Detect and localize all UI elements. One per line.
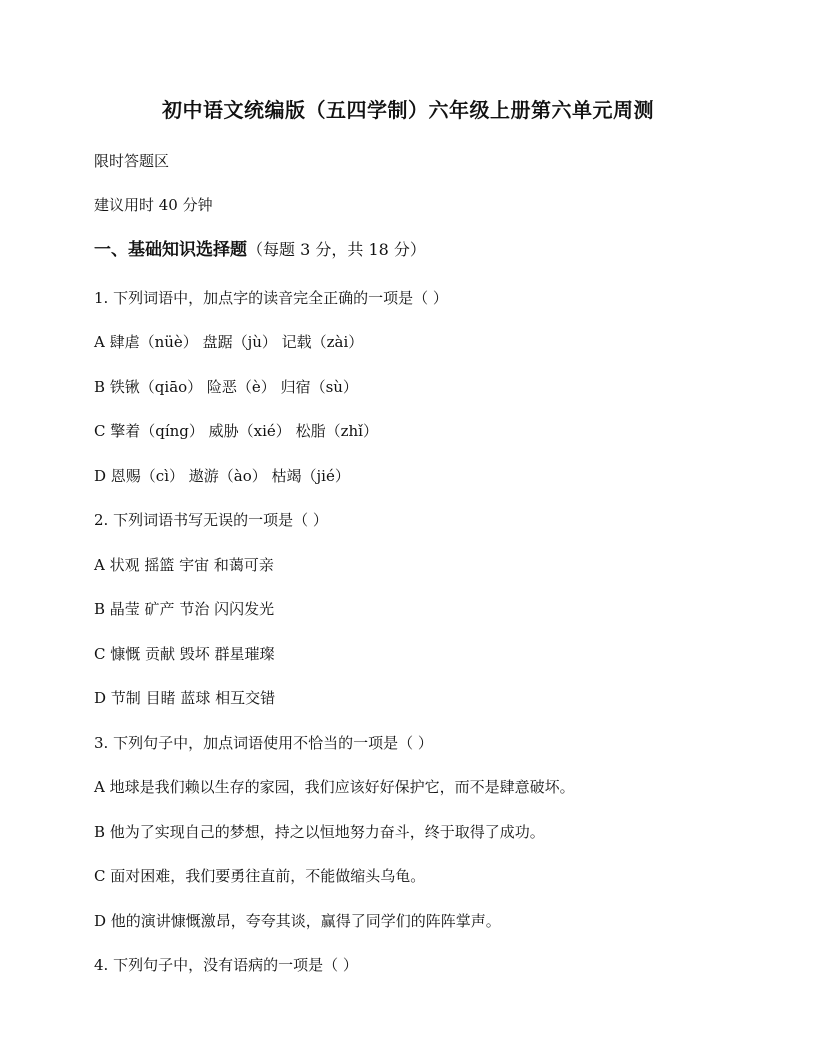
question-1-option-a: A 肆虐（nüè） 盘踞（jù） 记载（zài） <box>94 333 364 351</box>
question-1-option-d: D 恩赐（cì） 遨游（ào） 枯竭（jié） <box>94 467 350 485</box>
question-3-option-b: B 他为了实现自己的梦想，持之以恒地努力奋斗，终于取得了成功。 <box>94 823 545 841</box>
question-2-option-c: C 慷慨 贡献 毁坏 群星璀璨 <box>94 645 275 663</box>
question-3-stem: 3. 下列句子中，加点词语使用不恰当的一项是（ ） <box>94 734 433 752</box>
section-heading-title: 一、基础知识选择题 <box>94 240 247 260</box>
question-3-option-c: C 面对困难，我们要勇往直前，不能做缩头乌龟。 <box>94 867 426 885</box>
question-2-stem: 2. 下列词语书写无误的一项是（ ） <box>94 511 328 529</box>
section-heading-note: （每题 3 分，共 18 分） <box>247 240 426 259</box>
question-3-option-d: D 他的演讲慷慨激昂，夸夸其谈，赢得了同学们的阵阵掌声。 <box>94 912 501 930</box>
question-2-option-b: B 晶莹 矿产 节治 闪闪发光 <box>94 600 275 618</box>
question-1-option-b: B 铁锹（qiāo） 险恶（è） 归宿（sù） <box>94 378 358 396</box>
question-1-stem: 1. 下列词语中，加点字的读音完全正确的一项是（ ） <box>94 289 448 307</box>
document-title: 初中语文统编版（五四学制）六年级上册第六单元周测 <box>162 98 654 122</box>
answer-zone-label: 限时答题区 <box>94 152 170 170</box>
question-2-option-d: D 节制 目睹 蓝球 相互交错 <box>94 689 276 707</box>
question-3-option-a: A 地球是我们赖以生存的家园，我们应该好好保护它，而不是肆意破坏。 <box>94 778 575 796</box>
question-2-option-a: A 状观 摇篮 宇宙 和蔼可亲 <box>94 556 274 574</box>
question-1-option-c: C 擎着（qíng） 威胁（xié） 松脂（zhǐ） <box>94 422 378 440</box>
section-heading <box>94 238 426 262</box>
suggested-time-label: 建议用时 40 分钟 <box>94 196 213 214</box>
question-4-stem: 4. 下列句子中，没有语病的一项是（ ） <box>94 956 358 974</box>
